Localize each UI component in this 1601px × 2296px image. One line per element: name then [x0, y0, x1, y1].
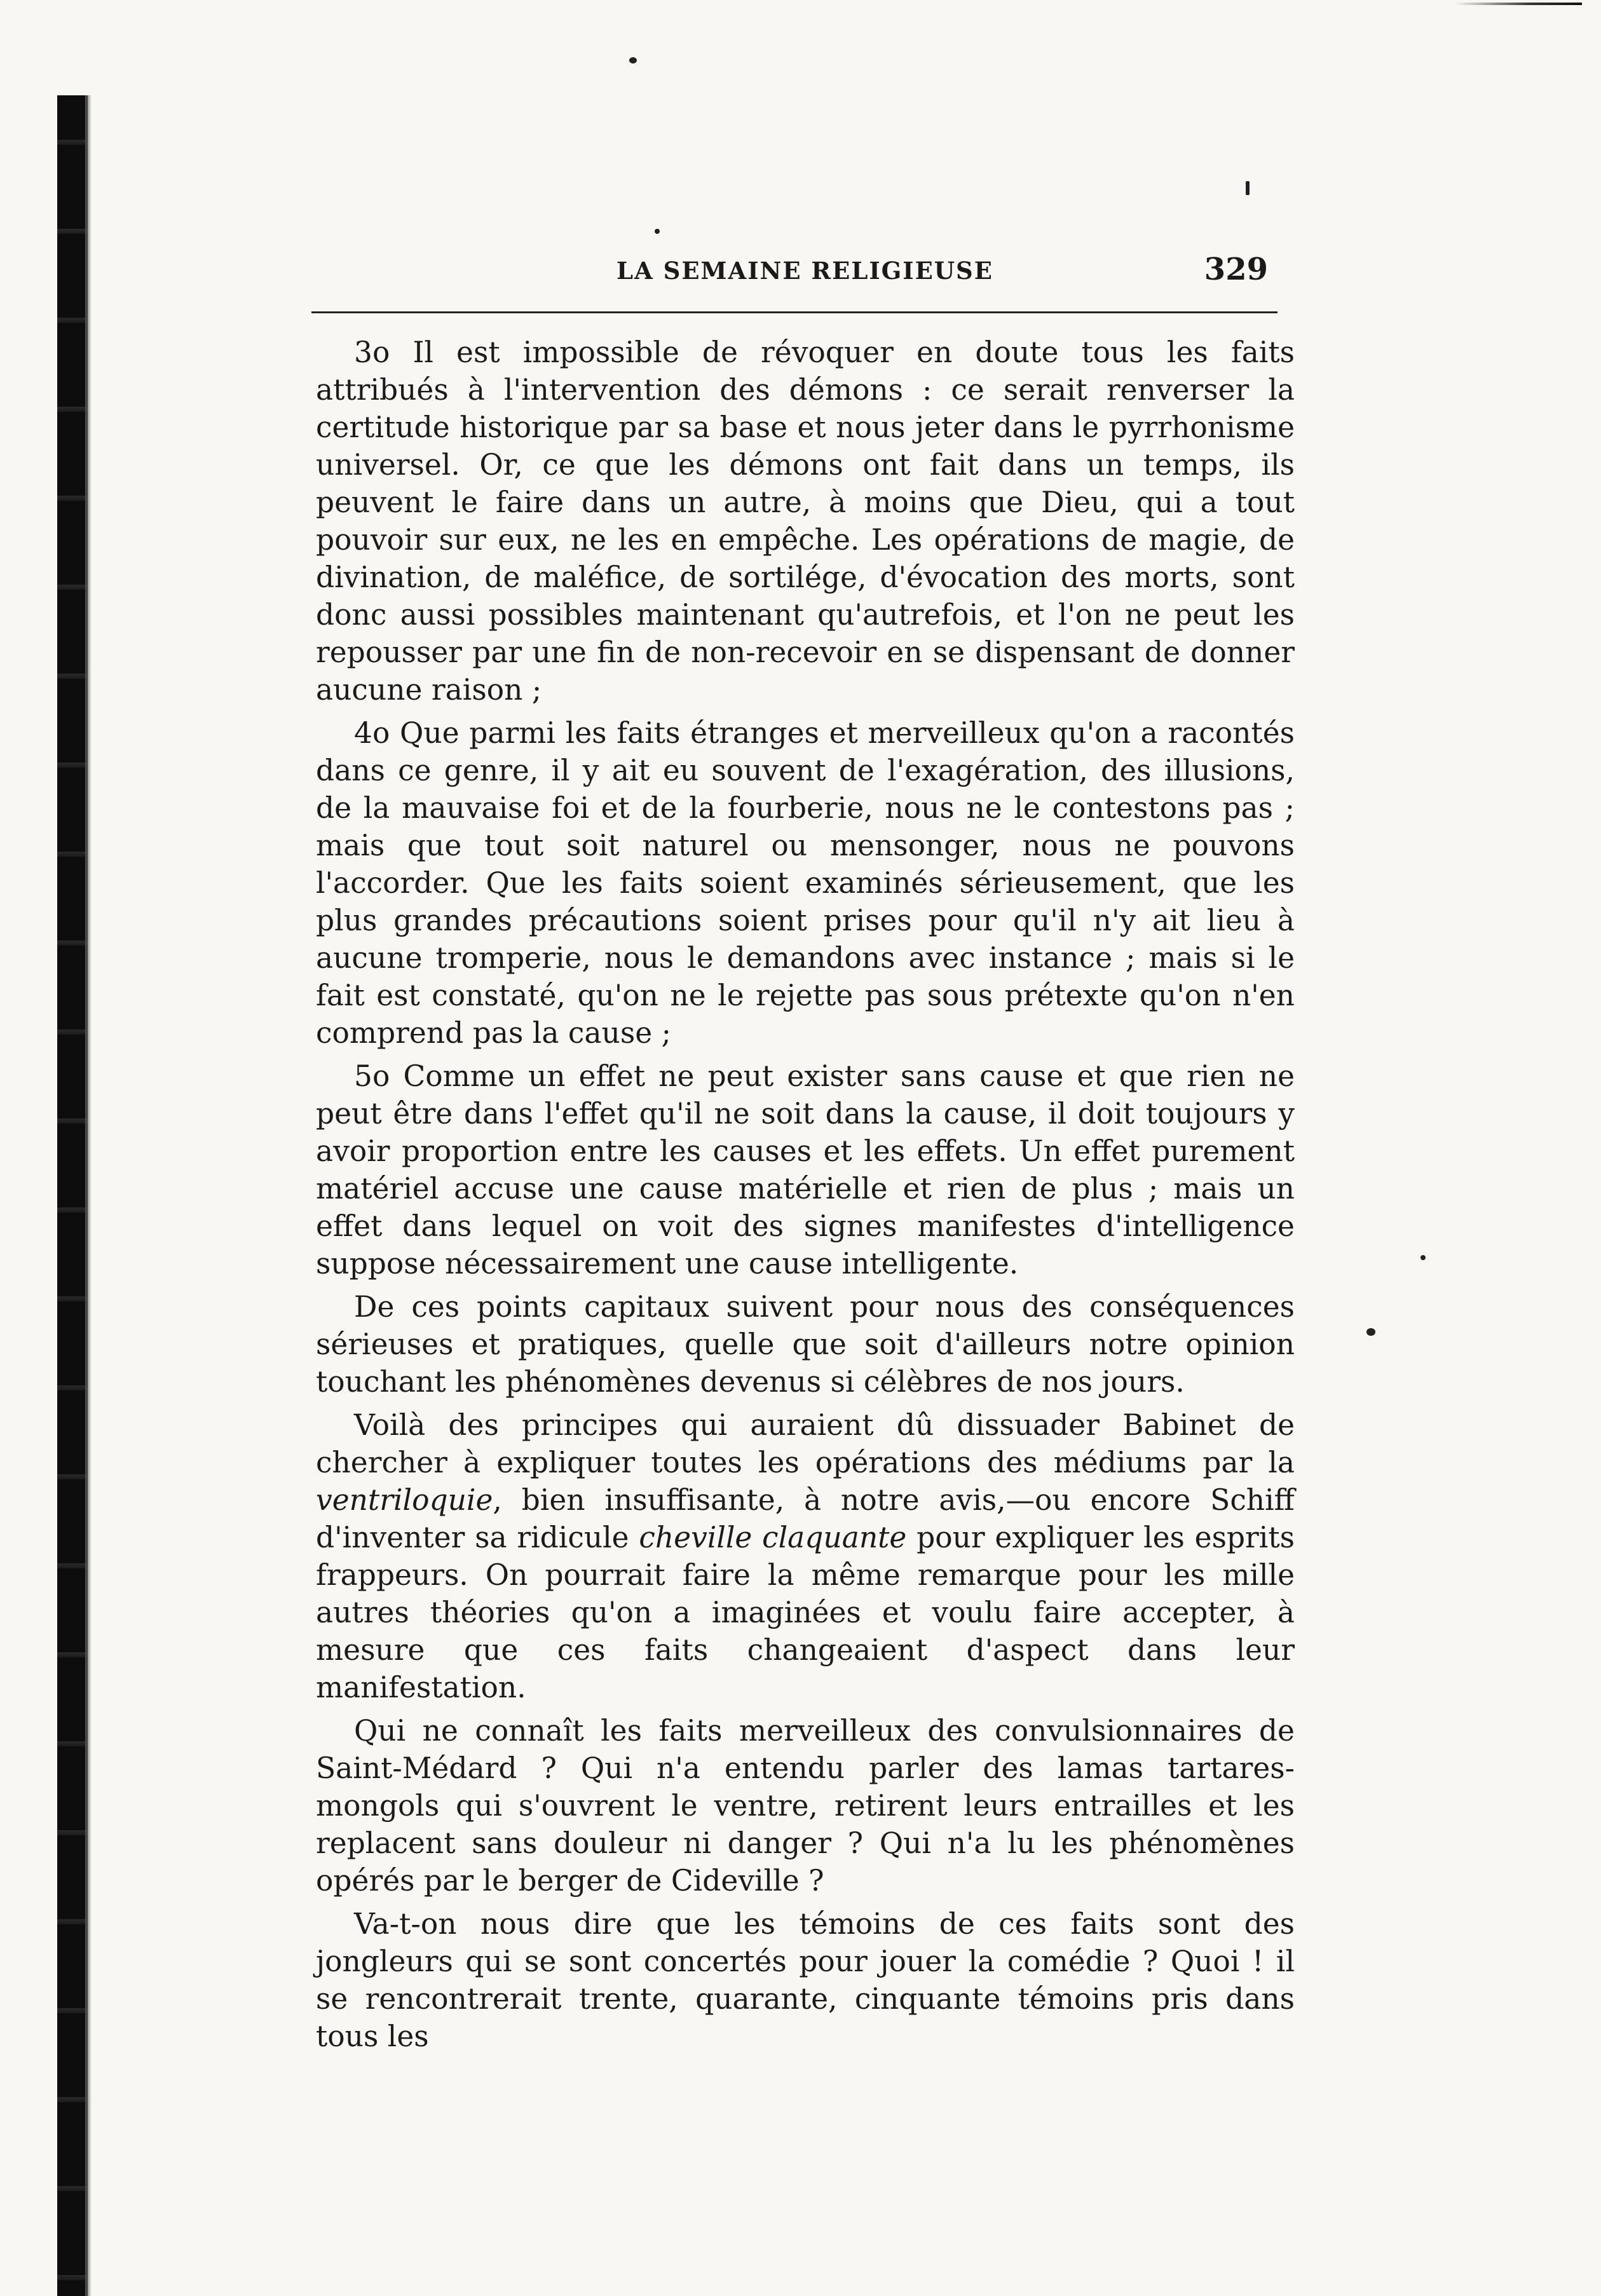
running-title: LA SEMAINE RELIGIEUSE — [617, 257, 993, 285]
header-rule — [311, 311, 1277, 313]
ink-speck — [1420, 1255, 1426, 1260]
text-run: 4o Que parmi les faits étranges et merveilleux qu'on a racontés dans ce genre, il y ait eu souvent de l'exagération, des illusions, de la mauvaise foi et de la fourberie, nous ne le contestons pas ; mais que tout soit naturel ou mensonger, nous ne pouvons l'accorder. Que les faits soient examinés sérieusement, que les plus grandes précautions soient prises pour qu'il n'y ait lieu à aucune tromperie, nous le demandons avec instance ; mais si le fait est constaté, qu'on ne le rejette pas sous prétexte qu'on n'en comprend pas la cause ; — [316, 716, 1295, 1050]
paragraph — [316, 1288, 1295, 1401]
body-text — [316, 334, 1295, 2061]
scan-corner-mark — [1455, 3, 1582, 5]
page-number: 329 — [1204, 252, 1268, 287]
ink-speck — [1246, 181, 1250, 195]
text-run: 3o Il est impossible de révoquer en doute tous les faits attribués à l'intervention des démons : ce serait renverser la certitude historique par sa base et nous jeter dans le pyrrhonisme universel. Or, ce que les démons ont fait dans un temps, ils peuvent le faire dans un autre, à moins que Dieu, qui a tout pouvoir sur eux, ne les en empêche. Les opérations de magie, de divination, de maléfice, de sortilége, d'évocation des morts, sont donc aussi possibles maintenant qu'autrefois, et l'on ne peut les repousser par une fin de non-recevoir en se dispensant de donner aucune raison ; — [316, 336, 1295, 707]
text-run: , bien insuffisante, à notre avis,—ou encore Schiff d'inventer sa ridicule — [316, 1483, 1295, 1554]
ink-speck — [1366, 1328, 1375, 1336]
text-run: 5o Comme un effet ne peut exister sans cause et que rien ne peut être dans l'effet qu'il ne soit dans la cause, il doit toujours y avoir proportion entre les causes et les effets. Un effet purement matériel accuse une cause matérielle et rien de plus ; mais un effet dans lequel on voit des signes manifestes d'intelligence suppose nécessairement une cause intelligente. — [316, 1059, 1295, 1280]
running-header — [311, 252, 1277, 300]
text-run: pour expliquer les esprits frappeurs. On pourrait faire la même remarque pour les mille autres théories qu'on a imaginées et voulu faire accepter, à mesure que ces faits changeaient d'aspect dans leur manifestation. — [316, 1521, 1295, 1704]
text-run: Va-t-on nous dire que les témoins de ces faits sont des jongleurs qui se sont concertés pour jouer la comédie ? Quoi ! il se rencontrerait trente, quarante, cinquante témoins pris dans tous les — [316, 1907, 1295, 2053]
paragraph — [316, 714, 1295, 1052]
paragraph — [316, 1712, 1295, 1899]
paragraph — [316, 1057, 1295, 1282]
text-run: De ces points capitaux suivent pour nous des conséquences sérieuses et pratiques, quelle que soit d'ailleurs notre opinion touchant les phénomènes devenus si célèbres de nos jours. — [316, 1290, 1295, 1399]
ink-speck — [655, 229, 660, 234]
ink-speck — [629, 57, 637, 64]
text-run: Voilà des principes qui auraient dû dissuader Babinet de chercher à expliquer toutes les opérations des médiums par la — [316, 1408, 1295, 1479]
paragraph — [316, 1905, 1295, 2055]
paragraph — [316, 334, 1295, 709]
page-binding-edge — [57, 95, 88, 2296]
paragraph — [316, 1406, 1295, 1706]
italic-text-run: ventriloquie — [316, 1483, 493, 1517]
text-run: Qui ne connaît les faits merveilleux des convulsionnaires de Saint-Médard ? Qui n'a entendu parler des lamas tartares-mongols qui s'ouvrent le ventre, retirent leurs entrailles et les replacent sans douleur ni danger ? Qui n'a lu les phénomènes opérés par le berger de Cideville ? — [316, 1714, 1295, 1898]
italic-text-run: cheville claquante — [639, 1521, 907, 1554]
